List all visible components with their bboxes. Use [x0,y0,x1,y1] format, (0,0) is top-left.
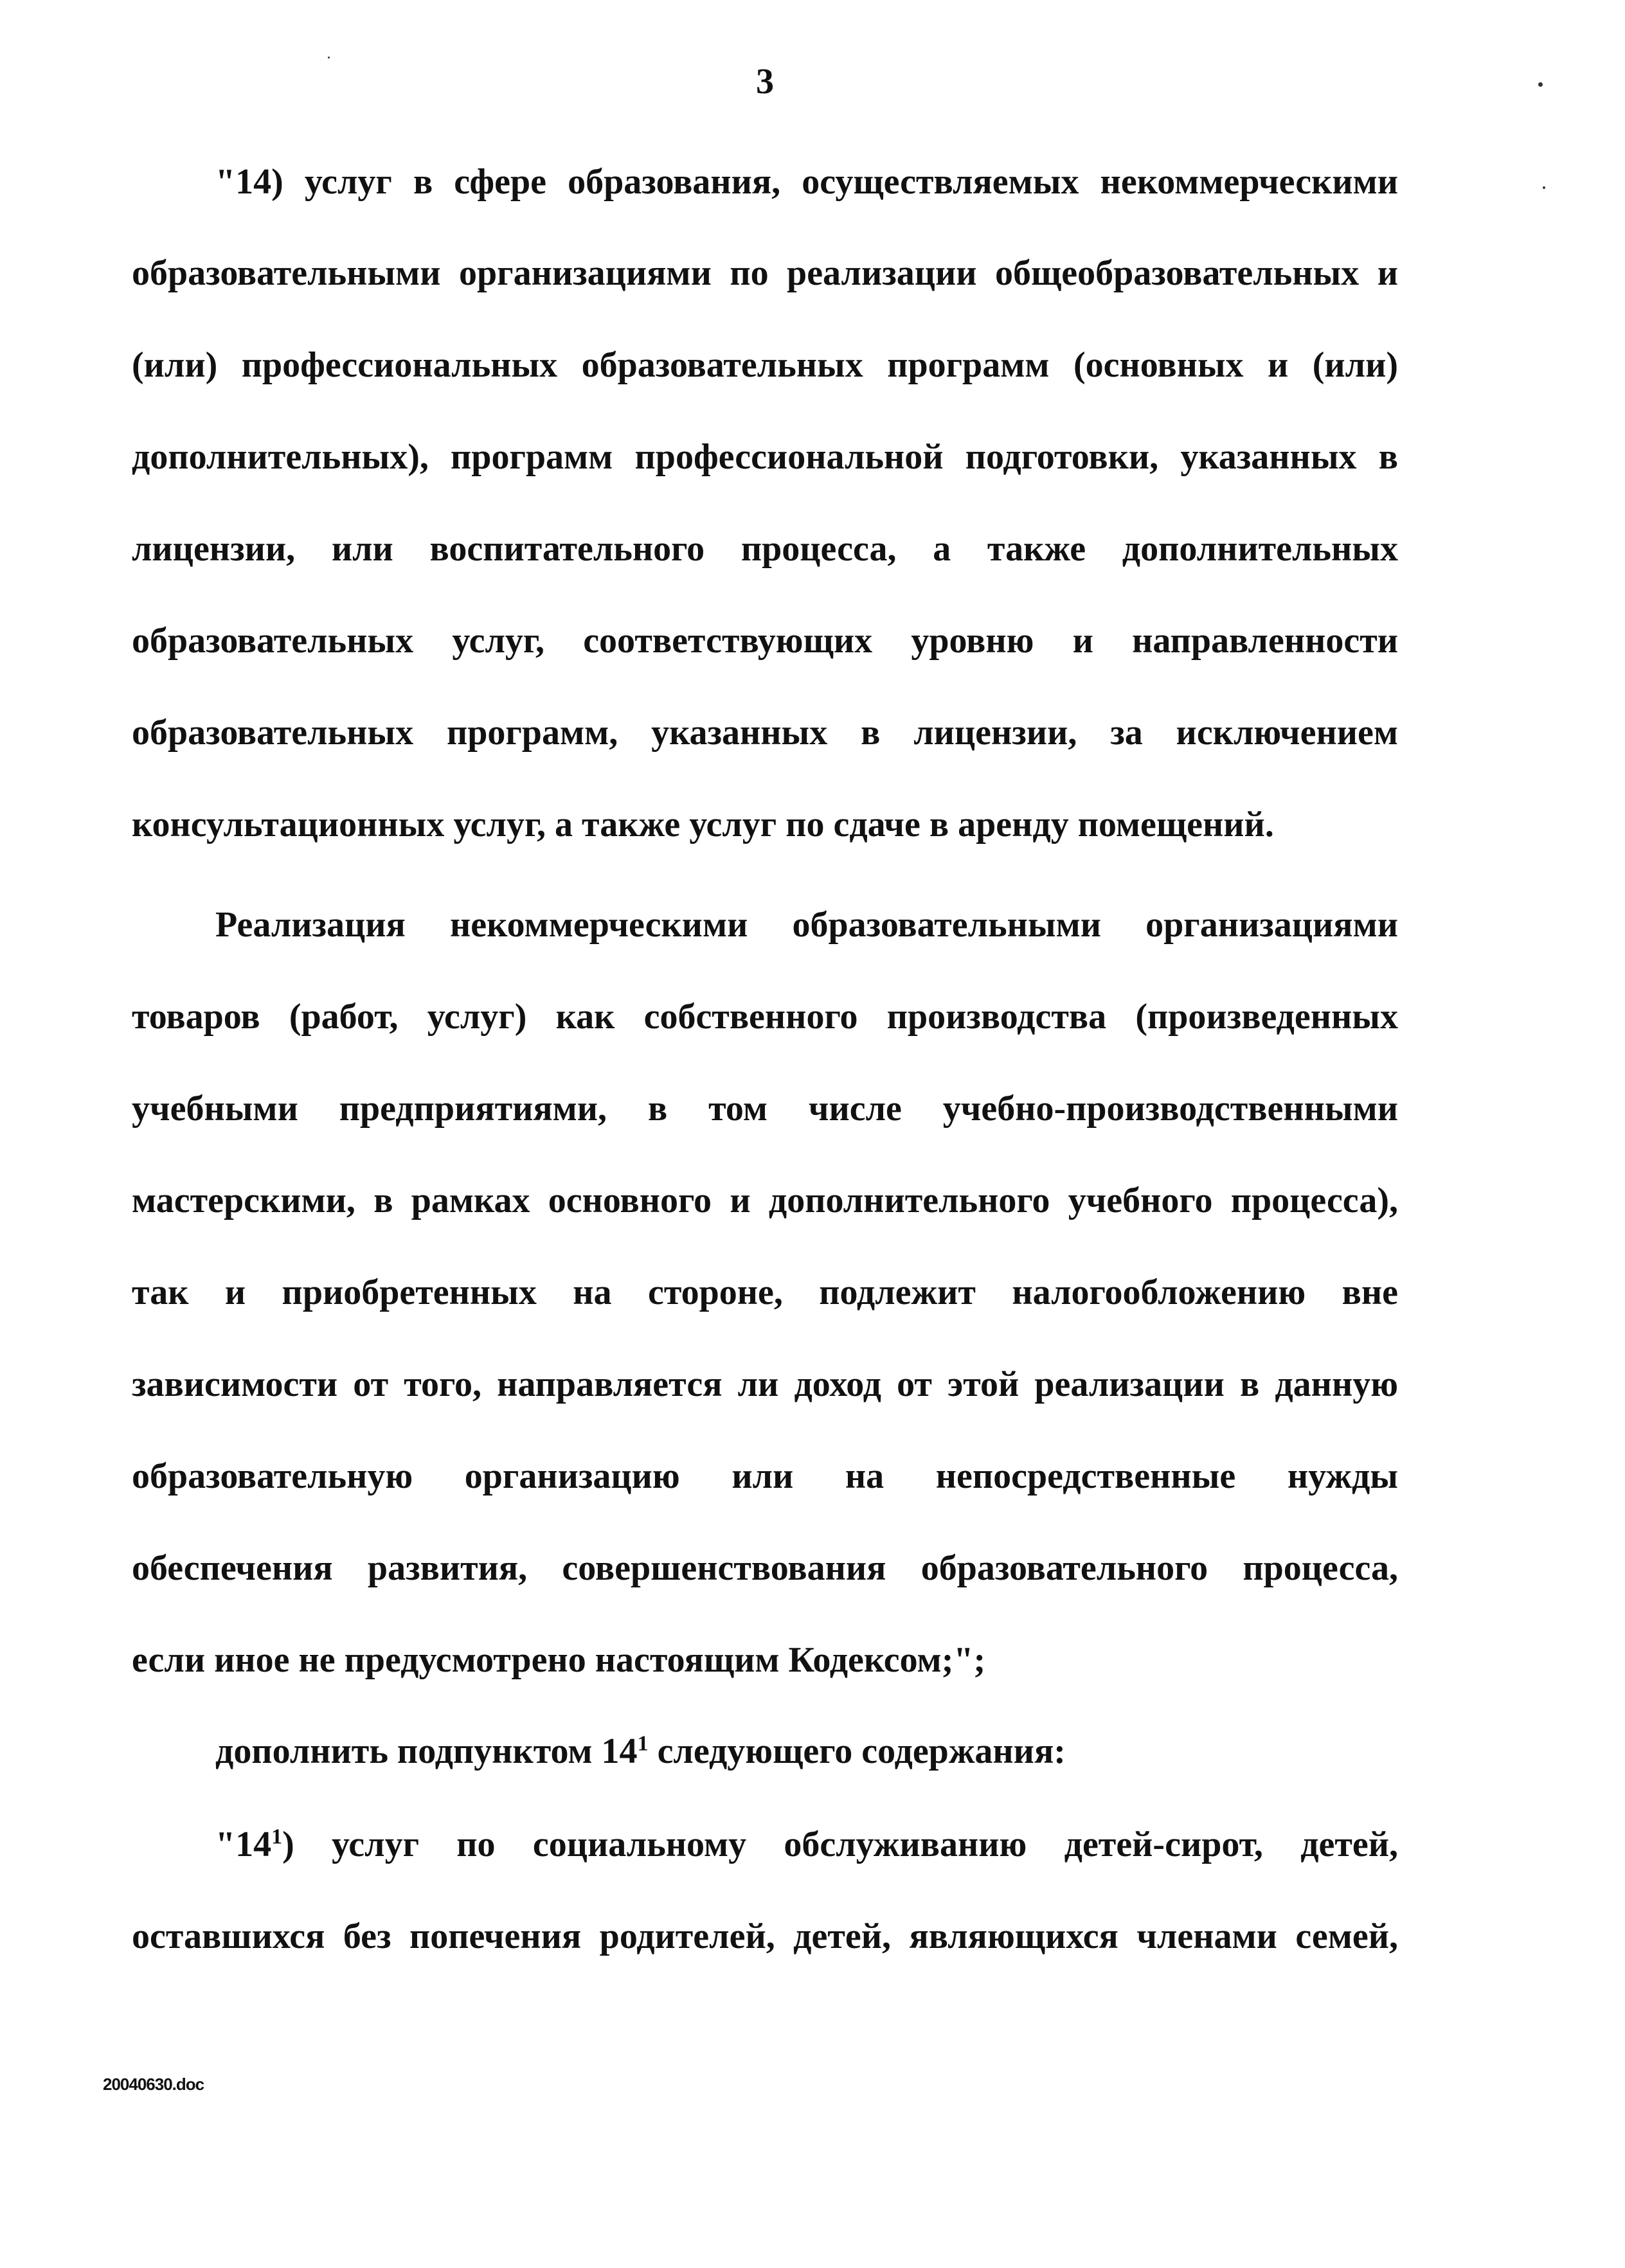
paragraph-2-line-1: Реализация некоммерческими образовательными организациями [215,905,1398,945]
paragraph-2-line-5: так и приобретенных на стороне, подлежит налогообложению вне [132,1272,1398,1312]
paragraph-1-line-6: образовательных услуг, соответствующих уровню и направленности [132,621,1398,661]
scan-speck [328,57,330,58]
paragraph-2-line-3: учебными предприятиями, в том числе учебно-производственными [132,1089,1398,1129]
paragraph-4-superscript: 1 [271,1825,283,1849]
paragraph-2-line-8: обеспечения развития, совершенствования образовательного процесса, [132,1548,1398,1588]
scan-speck [1538,82,1543,87]
paragraph-3 [215,1729,1398,1774]
paragraph-1-line-2: образовательными организациями по реализации общеобразовательных и [132,253,1398,293]
footer-filename: 20040630.doc [103,2075,204,2094]
page-number: 3 [756,62,774,102]
paragraph-2-line-2: товаров (работ, услуг) как собственного производства (произведенных [132,997,1398,1037]
paragraph-1-line-5: лицензии, или воспитательного процесса, а также дополнительных [132,529,1398,569]
paragraph-2-line-7: образовательную организацию или на непосредственные нужды [132,1456,1398,1496]
paragraph-4-line-2: оставшихся без попечения родителей, детей, являющихся членами семей, [132,1916,1398,1956]
paragraph-2-line-4: мастерскими, в рамках основного и дополнительного учебного процесса), [132,1181,1398,1220]
paragraph-4-prefix: "14 [215,1825,272,1864]
paragraph-1-line-4: дополнительных), программ профессиональной подготовки, указанных в [132,437,1398,477]
paragraph-3-text: дополнить подпунктом 14 [215,1731,638,1771]
paragraph-1-line-1: "14) услуг в сфере образования, осуществляемых некоммерческими [215,162,1398,202]
scan-speck [1543,186,1545,189]
paragraph-3-text-end: следующего содержания: [648,1731,1066,1771]
paragraph-4-line-1-text: ) услуг по социальному обслуживанию детей-сирот, детей, [282,1825,1398,1864]
paragraph-4-line-1 [215,1822,1398,1867]
paragraph-1-line-8: консультационных услуг, а также услуг по сдаче в аренду помещений. [132,805,1274,844]
paragraph-2-line-9: если иное не предусмотрено настоящим Кодексом;"; [132,1640,986,1680]
paragraph-3-superscript: 1 [637,1731,649,1756]
paragraph-1-line-7: образовательных программ, указанных в лицензии, за исключением [132,713,1398,753]
paragraph-2-line-6: зависимости от того, направляется ли доход от этой реализации в данную [132,1364,1398,1404]
paragraph-1-line-3: (или) профессиональных образовательных программ (основных и (или) [132,345,1398,385]
